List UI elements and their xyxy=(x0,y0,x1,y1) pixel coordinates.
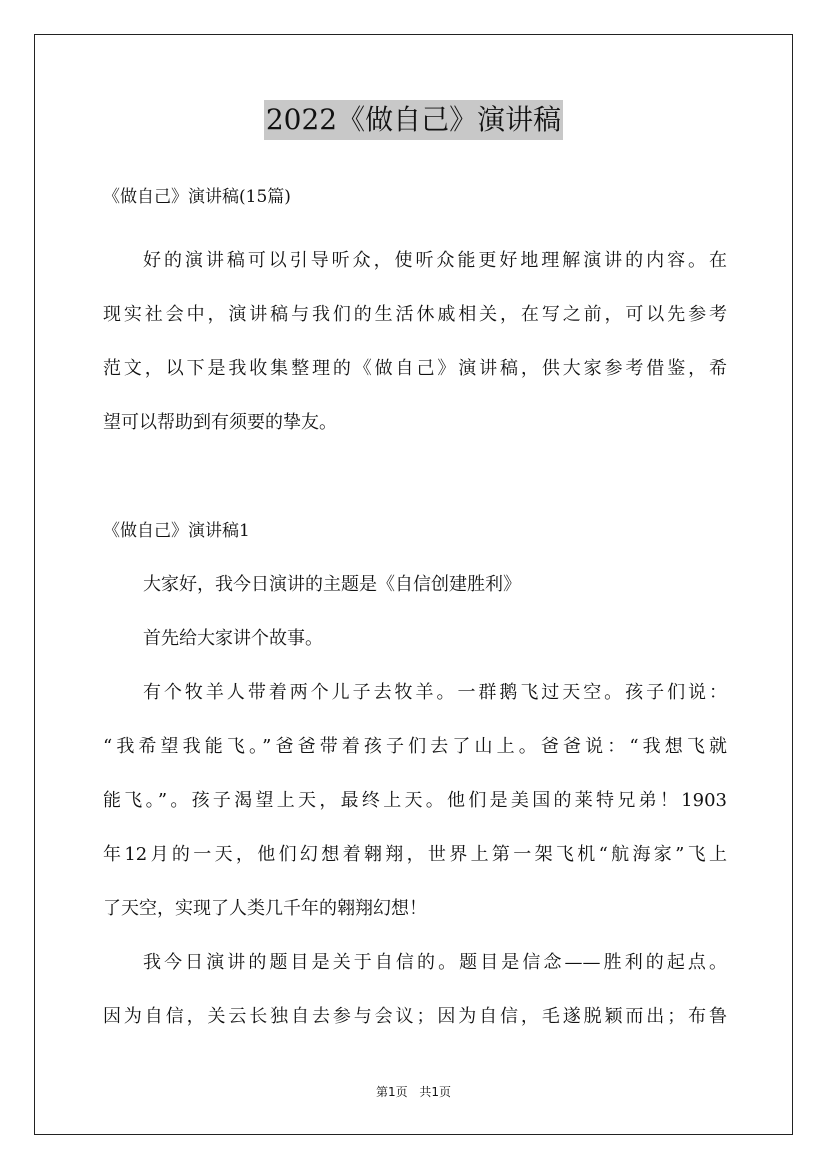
story-line: 有个牧羊人带着两个儿子去牧羊。一群鹅飞过天空。孩子们说： xyxy=(143,682,727,703)
section-heading: 《做自己》演讲稿1 xyxy=(103,521,250,541)
intro-line: 望可以帮助到有须要的挚友。 xyxy=(103,412,337,433)
intro-line: 范文，以下是我收集整理的《做自己》演讲稿，供大家参考借鉴，希 xyxy=(103,358,727,379)
topic-line: 我今日演讲的题目是关于自信的。题目是信念——胜利的起点。 xyxy=(143,952,727,973)
document-title: 2022《做自己》演讲稿 xyxy=(264,100,563,140)
opening-line: 首先给大家讲个故事。 xyxy=(143,628,323,649)
page-total: 共1页 xyxy=(419,1085,452,1099)
intro-line: 现实社会中，演讲稿与我们的生活休戚相关，在写之前，可以先参考 xyxy=(103,304,727,325)
story-line: 能飞。”。孩子渴望上天，最终上天。他们是美国的莱特兄弟！1903 xyxy=(103,790,727,811)
spacer xyxy=(103,224,727,234)
intro-line: 好的演讲稿可以引导听众，使听众能更好地理解演讲的内容。在 xyxy=(143,250,727,271)
spacer xyxy=(103,450,727,504)
page-footer xyxy=(0,1083,827,1100)
topic-line: 因为自信，关云长独自去参与会议；因为自信，毛遂脱颖而出；布鲁 xyxy=(103,1006,727,1027)
story-line: 年12月的一天，他们幻想着翱翔，世界上第一架飞机“航海家”飞上 xyxy=(103,844,727,865)
story-line: 了天空，实现了人类几千年的翱翔幻想！ xyxy=(103,898,427,919)
story-line: “我希望我能飞。”爸爸带着孩子们去了山上。爸爸说：“我想飞就 xyxy=(103,736,727,757)
greeting-line: 大家好，我今日演讲的主题是《自信创建胜利》 xyxy=(143,574,521,595)
title-container xyxy=(0,100,827,140)
document-subtitle: 《做自己》演讲稿(15篇) xyxy=(103,187,291,207)
document-body xyxy=(103,170,727,1044)
page-number: 第1页 xyxy=(375,1085,408,1099)
